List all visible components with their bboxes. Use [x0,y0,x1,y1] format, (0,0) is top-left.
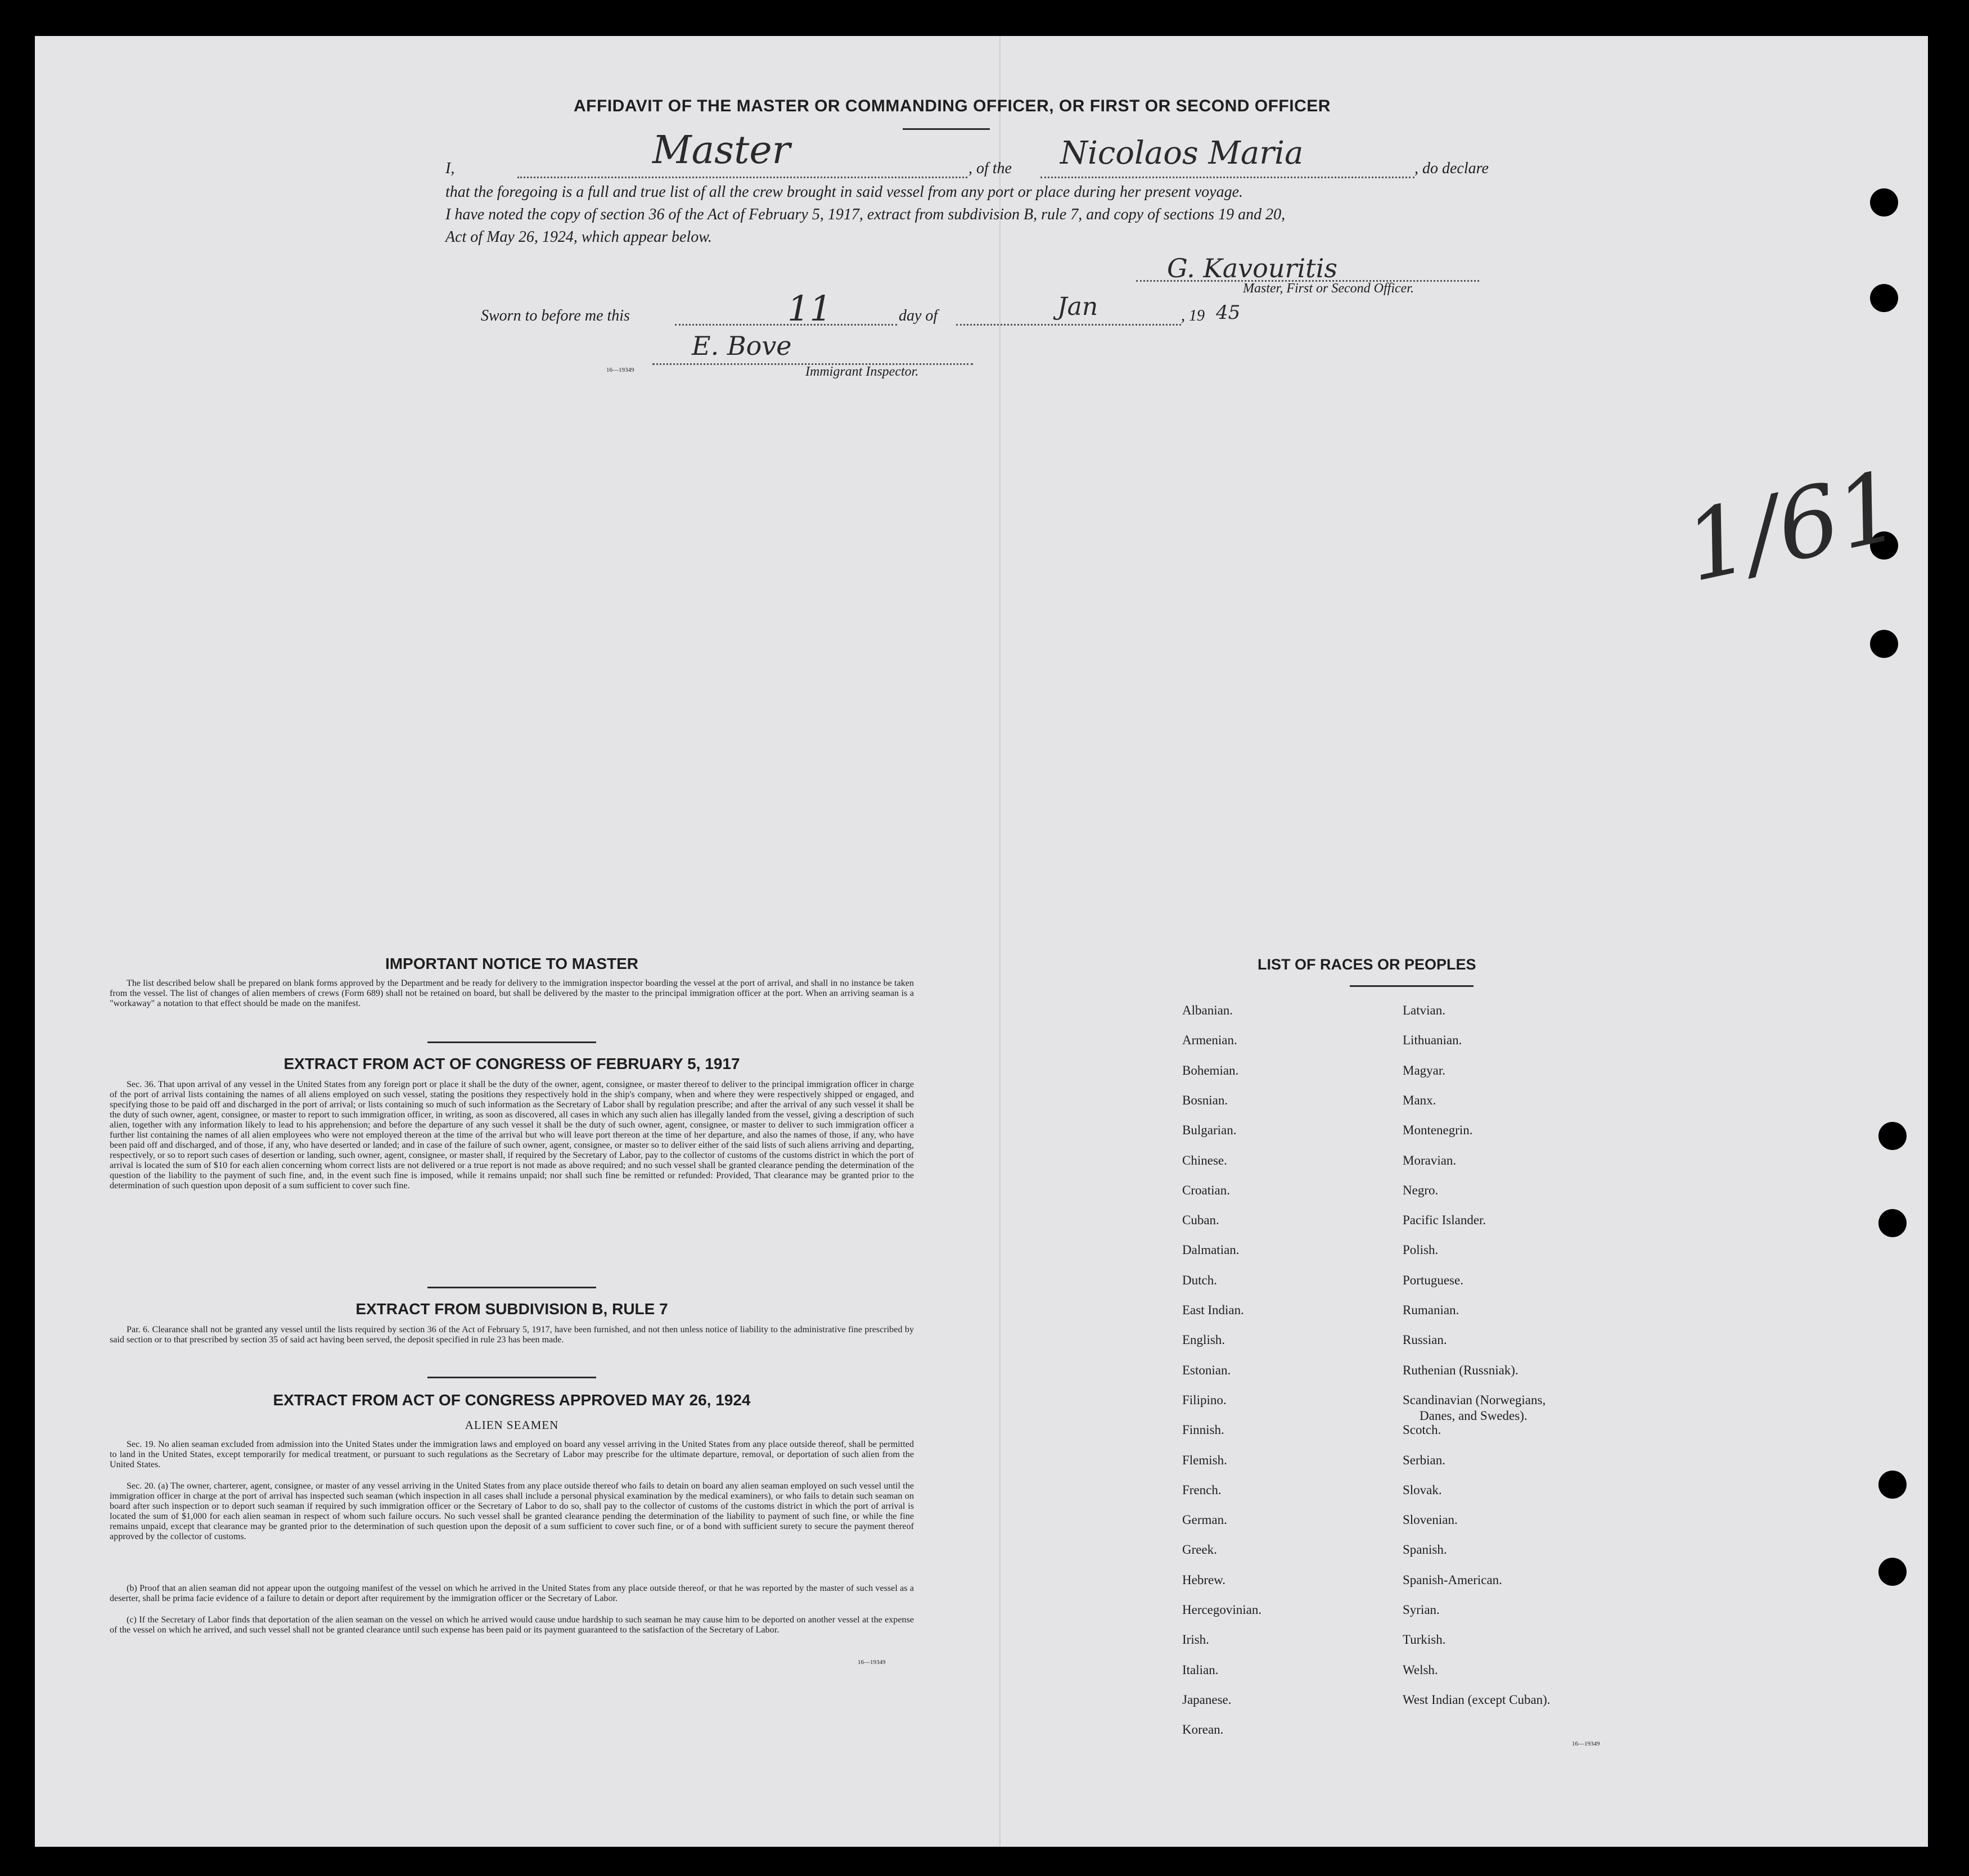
race-item: Finnish. [1182,1423,1224,1437]
race-item: Lithuanian. [1403,1033,1462,1048]
punch-hole [1870,630,1898,658]
sworn-day: 11 [787,288,832,329]
race-item: Slovenian. [1403,1513,1458,1527]
notice-title: IMPORTANT NOTICE TO MASTER [385,955,639,972]
race-item: Slovak. [1403,1482,1442,1497]
race-item: Latvian. [1403,1003,1445,1017]
race-item: Bohemian. [1182,1063,1239,1077]
race-item: East Indian. [1182,1303,1244,1317]
alien-seamen-subtitle: ALIEN SEAMEN [465,1418,559,1432]
officer-caption: Master, First or Second Officer. [1243,281,1414,296]
race-item: Danes, and Swedes). [1420,1408,1528,1423]
affidavit-line-3: I have noted the copy of section 36 of the Act of February 5, 1917, extract from subdivision B, rule 7, and copy of sections 19 and 20, [445,206,1286,223]
race-item: Serbian. [1403,1453,1446,1467]
race-item: Korean. [1182,1722,1224,1737]
race-item: German. [1182,1513,1227,1527]
extract-1917-text: Sec. 36. That upon arrival of any vessel in the United States from any foreign port or place it shall be the duty of the owner, agent, consignee, or master thereof to deliver to the principal immigration officer in charge of the port of arrival lists containing the names of all aliens employed on such vessel, stating the positions they respectively hold in the ship's company, when and where they were respectively shipped or engaged, and specifying those to be paid off and discharged in the port of arrival; or lists containing so much of such information as the Secretary of Labor shall by regulation prescribe; and after the arrival of any such vessel it shall be the duty of such owner, agent, consignee, or master to report to such immigration officer, in writing, as soon as discovered, all cases in which any such alien has illegally landed from the vessel, giving a description of such alien, together with any information likely to lead to his apprehension; and before the departure of any such vessel it shall be the duty of such owner, agent, consignee, or master to deliver to such immigration officer a further list containing the names of all alien employees who were not employed thereon at the time of the arrival but who will leave port thereon at the time of her departure, and also the names of those, if any, who have been paid off and discharged, and of those, if any, who have deserted or landed; and in case of the failure of such owner, agent, consignee, or master so to deliver either of the said lists of such aliens arriving and departing, respectively, or so to report such cases of desertion or landing, such owner, agent, consignee, or master shall, if required by the Secretary of Labor, pay to the collector of customs of the customs district in which the port of arrival is located the sum of $10 for each alien concerning whom correct lists are not delivered or a true report is not made as above required; and no such vessel shall be granted clearance pending the determination of the question of the liability to the payment of such fine, and, in the event such fine is imposed, while it remains unpaid; nor shall such fine be remitted or refunded: Provided, That clearance may be granted prior to the determination of such question upon deposit of a sum sufficient to cover such fine. [110,1080,914,1190]
sworn-month: Jan [1057,292,1098,321]
extract-1917-title: EXTRACT FROM ACT OF CONGRESS OF FEBRUARY 5, 1917 [283,1055,740,1072]
affidavit-line-2: that the foregoing is a full and true list of all the crew brought in said vessel from any port or place during her present voyage. [445,183,1243,201]
race-item: Bosnian. [1182,1093,1228,1107]
race-item: Turkish. [1403,1633,1446,1647]
section-divider [427,1287,596,1288]
of-the-label: , of the [968,160,1012,177]
sec20b-text: (b) Proof that an alien seaman did not appear upon the outgoing manifest of the vessel on which he arrived in the United States from any place outside thereof, or that he was reported by the master of such vessel as a deserter, shall be prima facie evidence of a failure to detain or deport after requirement by the immigration officer or the Secretary of Labor. [110,1584,914,1603]
race-item: West Indian (except Cuban). [1403,1692,1551,1707]
race-item: Welsh. [1403,1662,1438,1677]
section-divider [427,1377,596,1378]
race-item: Flemish. [1182,1453,1227,1467]
extract-1924-title: EXTRACT FROM ACT OF CONGRESS APPROVED MAY 26, 1924 [273,1391,751,1409]
vessel-handwriting: Nicolaos Maria [1060,135,1304,172]
race-item: Manx. [1403,1093,1436,1107]
sec20c-text: (c) If the Secretary of Labor finds that deportation of the alien seaman on the vessel on which he arrived would cause undue hardship to such seaman he may cause him to be deported on another vessel at the expense of the vessel on which he arrived, and such vessel shall not be granted clearance until such expense has been paid or its payment guaranteed to the satisfaction of the Secretary of Labor. [110,1615,914,1635]
race-item: Estonian. [1182,1363,1231,1377]
race-item: Spanish-American. [1403,1572,1502,1587]
margin-note: 1/61 [1676,450,1909,604]
month-field-line [956,324,1181,326]
race-item: English. [1182,1333,1225,1347]
race-item: Montenegrin. [1403,1123,1473,1138]
affidavit-line-4: Act of May 26, 1924, which appear below. [445,228,712,246]
extract-rule7-title: EXTRACT FROM SUBDIVISION B, RULE 7 [355,1300,668,1318]
notice-column [110,0,914,1876]
inspector-caption: Immigrant Inspector. [805,364,919,379]
extract-form-number: 16—19349 [858,1659,886,1666]
section-divider [427,1041,596,1043]
vessel-field-line [1040,177,1414,178]
punch-hole [1870,284,1898,312]
race-item: Dutch. [1182,1273,1217,1287]
race-item: Pacific Islander. [1403,1213,1486,1228]
extract-rule7-text: Par. 6. Clearance shall not be granted any vessel until the lists required by section 36 of the Act of February 5, 1917, have been furnished, and not then unless notice of liability to the administrative fine prescribed by said section or to that prescribed by section 35 of said act having been served, the deposit specified in rule 23 has been made. [110,1325,914,1345]
race-item: Filipino. [1182,1392,1227,1407]
race-item: Italian. [1182,1662,1219,1677]
race-item: Cuban. [1182,1213,1219,1228]
punch-hole [1870,188,1898,217]
race-item: Russian. [1403,1333,1447,1347]
races-title: LIST OF RACES OR PEOPLES [1258,956,1476,973]
punch-hole [1878,1209,1907,1237]
race-item: Chinese. [1182,1153,1227,1167]
sworn-year: 45 [1216,301,1241,324]
race-item: Rumanian. [1403,1303,1459,1317]
sec20a-text: Sec. 20. (a) The owner, charterer, agent, consignee, or master of any vessel arriving in the United States from any place outside thereof who fails to detain on board any alien seaman employed on such vessel until the immigration officer in charge at the port of arrival has inspected such seaman (which inspection in all cases shall include a personal physical examination by the medical examiners), or who fails to detain such seaman on board after such inspection or to deport such seaman if required by such immigration officer or the Secretary of Labor to do so, shall pay to the collector of customs of the customs district in which the port of arrival is located the sum of $1,000 for each alien seaman in respect of whom such failure occurs. No such vessel shall be granted clearance pending the determination of the liability to payment of such fine, or while the fine remains unpaid, except that clearance may be granted prior to the determination of such question upon the deposit of a sum sufficient to cover such fine, or of a bond with sufficient surety to secure the payment thereof approved by the collector of customs. [110,1481,914,1541]
race-item: Armenian. [1182,1033,1237,1048]
punch-hole [1878,1471,1907,1499]
race-item: Spanish. [1403,1543,1447,1557]
races-form-number: 16—19349 [1572,1740,1600,1747]
race-item: Greek. [1182,1543,1217,1557]
race-item: Portuguese. [1403,1273,1463,1287]
punch-hole [1878,1122,1907,1150]
race-item: French. [1182,1482,1222,1497]
affidavit-title: AFFIDAVIT OF THE MASTER OR COMMANDING OFFICER, OR FIRST OR SECOND OFFICER [574,97,1331,115]
race-item: Hebrew. [1182,1572,1226,1587]
title-rule [903,128,990,130]
race-item: Croatian. [1182,1183,1230,1197]
race-item: Scotch. [1403,1423,1441,1437]
officer-signature: G. Kavouritis [1167,253,1337,283]
race-item: Japanese. [1182,1692,1232,1707]
inspector-signature: E. Bove [692,331,792,361]
race-item: Bulgarian. [1182,1123,1237,1138]
race-item: Moravian. [1403,1153,1457,1167]
master-handwriting: Master [652,128,791,173]
race-item: Albanian. [1182,1003,1233,1017]
i-label: I, [445,160,455,177]
race-item: Ruthenian (Russniak). [1403,1363,1519,1377]
race-item: Negro. [1403,1183,1439,1197]
race-item: Polish. [1403,1243,1439,1257]
year-prefix: , 19 [1181,307,1205,324]
affidavit-form-number: 16—19349 [606,367,634,373]
race-item: Syrian. [1403,1603,1440,1617]
center-fold [999,36,1001,1847]
day-of-label: day of [899,307,938,324]
notice-text: The list described below shall be prepared on blank forms approved by the Department and be ready for delivery to the immigration inspector boarding the vessel at the port of arrival, and shall in no instance be taken from the vessel. The list of changes of alien members of crews (Form 689) shall not be retained on board, but shall be delivered by the master to the principal immigration officer at the port. When an arriving seaman is a "workaway" a notation to that effect should be made on the manifest. [110,978,914,1008]
sworn-label: Sworn to before me this [481,307,630,324]
declare-text: , do declare [1414,160,1489,177]
sec19-text: Sec. 19. No alien seaman excluded from admission into the United States under the immigration laws and employed on board any vessel arriving in the United States from any place outside thereof, shall be permitted to land in the United States, except temporarily for medical treatment, or pursuant to such regulations as the Secretary of Labor may prescribe for the ultimate departure, removal, or deportation of such alien from the United States. [110,1440,914,1469]
punch-hole [1878,1558,1907,1586]
race-item: Hercegovinian. [1182,1603,1262,1617]
race-item: Irish. [1182,1633,1209,1647]
races-title-rule [1350,985,1474,987]
race-item: Scandinavian (Norwegians, [1403,1392,1546,1407]
race-item: Dalmatian. [1182,1243,1240,1257]
race-item: Magyar. [1403,1063,1446,1077]
